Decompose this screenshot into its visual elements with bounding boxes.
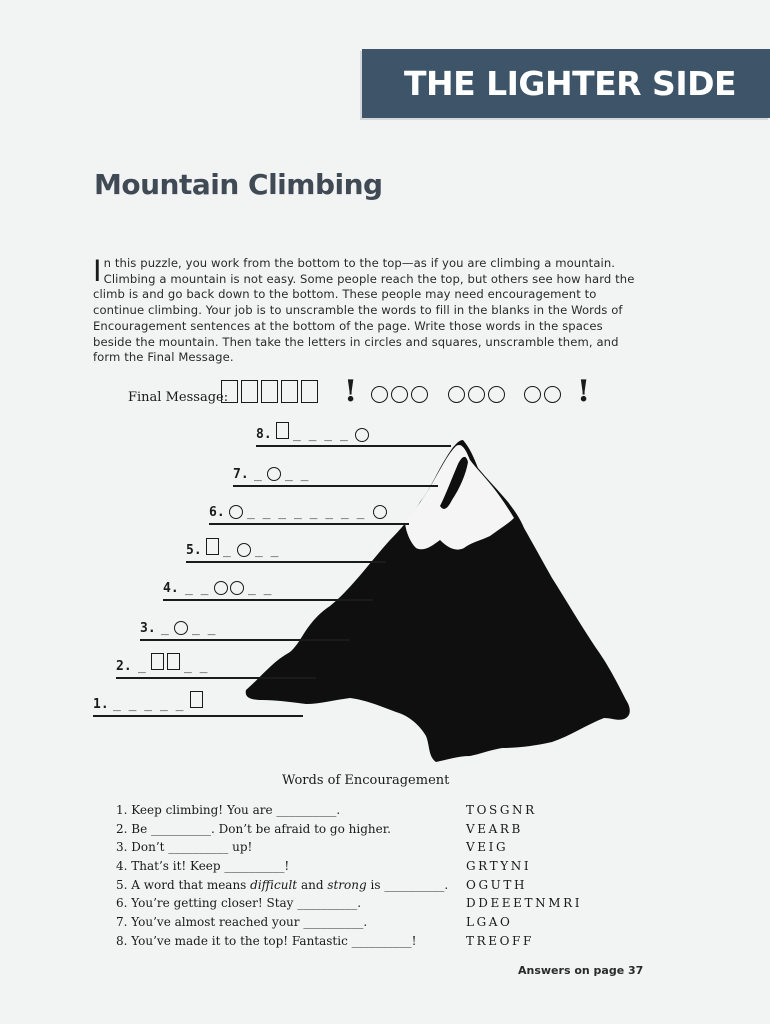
step-blanks[interactable]: _ _ _ _ _ _ _ _ [247, 505, 365, 520]
step-blanks[interactable]: _ [138, 659, 146, 674]
step-line [186, 561, 386, 563]
fill-blank[interactable]: __________ [151, 821, 211, 836]
step-line [256, 445, 451, 447]
step-answer-box[interactable] [190, 691, 203, 708]
step-line [233, 485, 438, 487]
step-line [93, 715, 303, 717]
step-blanks[interactable]: _ _ [185, 581, 209, 596]
fill-blank[interactable]: __________ [224, 859, 285, 874]
step-blanks[interactable]: _ _ [192, 621, 216, 636]
scrambled-word: VEIG [466, 840, 509, 855]
sentence-row [116, 934, 616, 953]
intro-text: n this puzzle, you work from the bottom to the top—as if you are climbing a mountain. Climbing a mountain is not easy. Some people reach the top, but others see how hard the climb is and go back down to the bottom. These people may need encouragement to continue climbing. Your job is to unscramble the words to fill in the blanks in the Words of Encouragement sentences at the bottom of the page. Write those words in the spaces beside the mountain. Then take the letters in circles and squares, unscramble them, and form the Final Message. [93, 256, 635, 365]
drop-cap: I [93, 254, 102, 288]
scrambled-word: DDEEETNMRI [466, 896, 583, 911]
sentence: 3. Don’t __________ up! [116, 840, 253, 855]
sentence-row [116, 840, 616, 859]
step-answer-circle[interactable] [237, 543, 251, 557]
section-banner: THE LIGHTER SIDE [362, 49, 770, 118]
scrambled-word: TOSGNR [466, 803, 537, 817]
step-number: 3. [140, 621, 156, 636]
sentence-row [116, 896, 616, 915]
step-blanks[interactable]: _ [161, 621, 169, 636]
step-number: 8. [256, 427, 272, 442]
step-answer-box[interactable] [151, 653, 164, 670]
sentence: 8. You’ve made it to the top! Fantastic __________! [116, 933, 417, 948]
step-blanks[interactable]: _ [254, 467, 262, 482]
page-title: Mountain Climbing [94, 168, 383, 201]
step-number: 2. [116, 659, 132, 674]
fill-blank[interactable]: __________ [276, 803, 337, 817]
step-answer-circle[interactable] [267, 467, 281, 481]
step-line [163, 599, 373, 601]
step-answer-circle[interactable] [174, 621, 188, 635]
step-answer-box[interactable] [276, 422, 289, 439]
step-blanks[interactable]: _ _ [248, 581, 272, 596]
exclamation-mark: ! [344, 374, 358, 409]
final-message-label: Final Message: [128, 390, 229, 405]
step-blanks[interactable]: _ _ [285, 467, 309, 482]
sentence-row [116, 859, 616, 878]
fill-blank[interactable]: __________ [384, 877, 445, 892]
step-number: 5. [186, 543, 202, 558]
fill-blank[interactable]: __________ [297, 896, 358, 911]
step-answer-circle[interactable] [214, 581, 228, 595]
sentence-row [116, 878, 616, 897]
sentence: 7. You’ve almost reached your __________. [116, 915, 368, 930]
sentence: 5. A word that means difficult and strong is __________. [116, 877, 449, 892]
sentence: 2. Be __________. Don’t be afraid to go higher. [116, 821, 391, 836]
exclamation-mark: ! [577, 374, 591, 409]
step-answer-box[interactable] [167, 653, 180, 670]
step-line [140, 639, 350, 641]
step-number: 7. [233, 467, 249, 482]
step-number: 1. [93, 697, 109, 712]
step-answer-box[interactable] [206, 538, 219, 555]
step-number: 6. [209, 505, 225, 520]
step-answer-circle[interactable] [229, 505, 243, 519]
words-title: Words of Encouragement [282, 773, 450, 788]
scrambled-word: VEARB [466, 821, 523, 836]
sentence: 6. You’re getting closer! Stay __________. [116, 896, 362, 911]
step-blanks[interactable]: _ _ [184, 659, 208, 674]
step-line [209, 523, 409, 525]
sentence: 4. That’s it! Keep __________! [116, 859, 290, 874]
sentence: 1. Keep climbing! You are __________. [116, 803, 341, 817]
fill-blank[interactable]: __________ [168, 840, 229, 855]
step-number: 4. [163, 581, 179, 596]
step-blanks[interactable]: _ _ [255, 543, 279, 558]
words-of-encouragement [116, 803, 616, 953]
step-blanks[interactable]: _ _ _ _ _ [113, 697, 184, 712]
answers-reference: Answers on page 37 [518, 964, 644, 977]
step-answer-circle[interactable] [373, 505, 387, 519]
scrambled-word: TREOFF [466, 933, 534, 948]
fill-blank[interactable]: __________ [351, 933, 412, 948]
step-answer-circle[interactable] [230, 581, 244, 595]
step-line [116, 677, 316, 679]
step-blanks[interactable]: _ [223, 543, 231, 558]
scrambled-word: OGUTH [466, 877, 528, 892]
sentence-row [116, 915, 616, 934]
step-blanks[interactable]: _ _ _ _ [293, 427, 348, 442]
sentence-row [116, 803, 616, 822]
scrambled-word: GRTYNI [466, 859, 532, 874]
sentence-row [116, 822, 616, 841]
fill-blank[interactable]: __________ [303, 915, 364, 930]
scrambled-word: LGAO [466, 915, 513, 930]
step-answer-circle[interactable] [355, 428, 369, 442]
